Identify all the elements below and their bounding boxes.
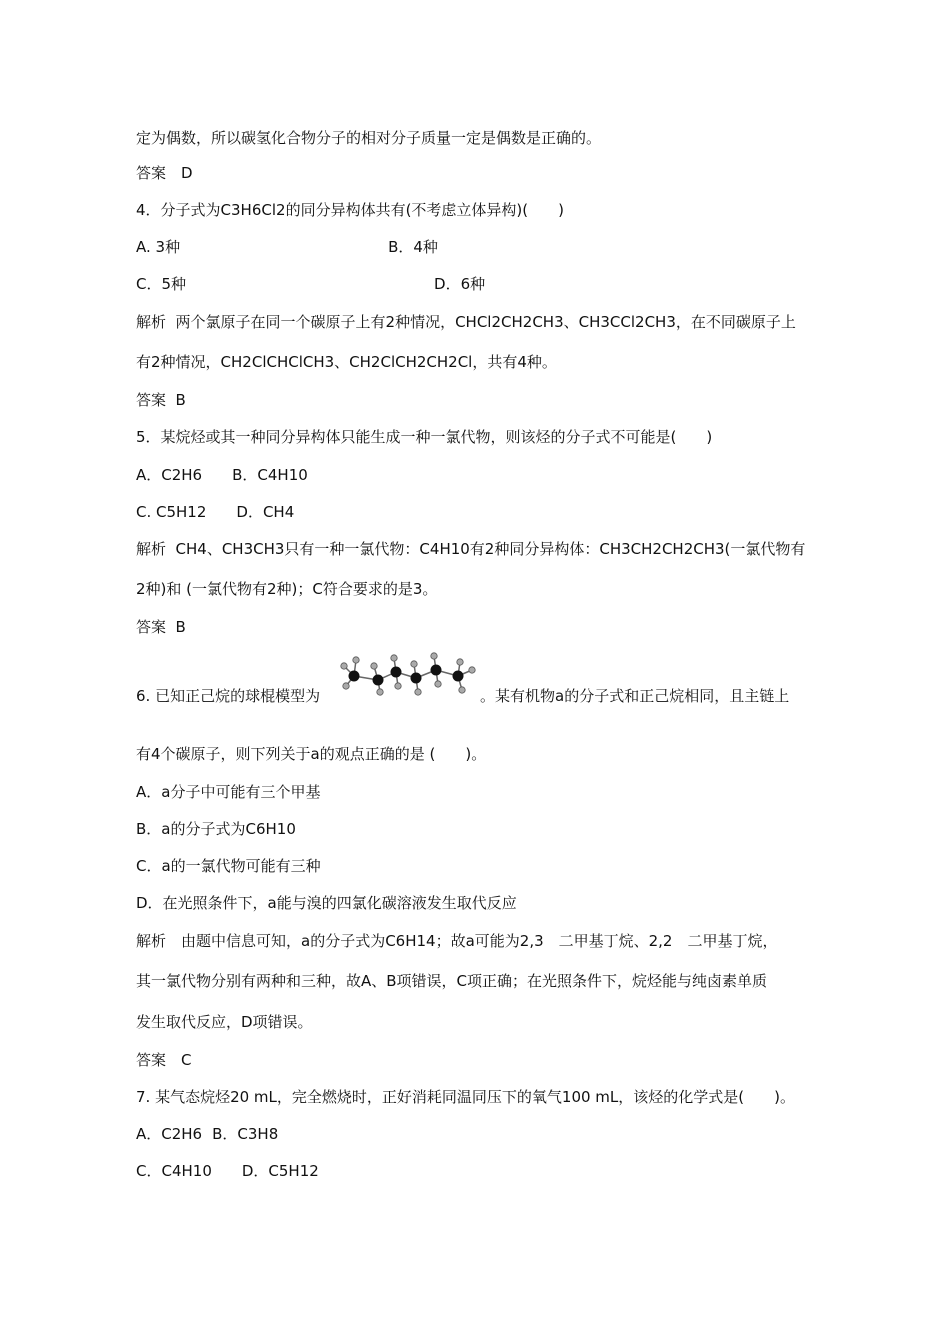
option-d: D．在光照条件下，a能与溴的四氯化碳溶液发生取代反应 (136, 894, 517, 912)
option-b: B．4种 (388, 238, 438, 256)
hexane-ball-stick-model (338, 650, 480, 698)
option-a: A．a分子中可能有三个甲基 (136, 783, 321, 801)
option-b: B．C4H10 (232, 466, 308, 484)
option-row (136, 1124, 278, 1144)
question-6-cont: 有4个碳原子，则下列关于a的观点正确的是 ( )。 (136, 745, 487, 763)
analysis-line: 解析 由题中信息可知，a的分子式为C6H14；故a可能为2,3 二甲基丁烷、2,2 二甲基丁烷， (136, 932, 778, 950)
analysis-line: 解析 CH4、CH3CH3只有一种一氯代物：C4H10有2种同分异构体：CH3CH2CH2CH3(一氯代物有 (136, 540, 806, 558)
question-5: 5．某烷烃或其一种同分异构体只能生成一种一氯代物，则该烃的分子式不可能是( ) (136, 428, 713, 446)
option-d: D．6种 (434, 275, 486, 293)
analysis-line: 2种)和 (一氯代物有2种)；C符合要求的是3。 (136, 580, 438, 598)
question-6-part2: 。某有机物a的分子式和正己烷相同，且主链上 (480, 687, 790, 705)
question-6-part1: 6. 已知正己烷的球棍模型为 (136, 687, 321, 705)
option-d: D．CH4 (236, 503, 295, 521)
answer-line: 答案 B (136, 618, 186, 636)
question-7: 7. 某气态烷烃20 mL，完全燃烧时，正好消耗同温同压下的氧气100 mL，该烃的化学式是( )。 (136, 1088, 795, 1106)
option-a: A．C2H6 (136, 466, 203, 484)
option-c: C．a的一氯代物可能有三种 (136, 857, 321, 875)
option-row (136, 502, 294, 522)
option-b: B．a的分子式为C6H10 (136, 820, 296, 838)
question-4: 4．分子式为C3H6Cl2的同分异构体共有(不考虑立体异构)( ) (136, 201, 564, 219)
option-c: C. C5H12 (136, 503, 207, 521)
option-a: A. 3种 (136, 238, 181, 256)
option-b: B．C3H8 (212, 1125, 279, 1143)
option-a: A．C2H6 (136, 1125, 203, 1143)
analysis-line: 解析 两个氯原子在同一个碳原子上有2种情况，CHCl2CH2CH3、CH3CCl2CH3，在不同碳原子上 (136, 313, 796, 331)
answer-line: 答案 B (136, 391, 186, 409)
analysis-line: 有2种情况，CH2ClCHClCH3、CH2ClCH2CH2Cl，共有4种。 (136, 353, 557, 371)
option-row (136, 237, 438, 257)
option-row (136, 1161, 319, 1181)
analysis-line: 发生取代反应，D项错误。 (136, 1013, 313, 1031)
answer-line: 答案 C (136, 1051, 192, 1069)
text-line: 定为偶数，所以碳氢化合物分子的相对分子质量一定是偶数是正确的。 (136, 129, 602, 147)
answer-line: 答案 D (136, 164, 193, 182)
option-row (136, 274, 485, 294)
option-c: C．C4H10 (136, 1162, 212, 1180)
option-row (136, 465, 308, 485)
analysis-line: 其一氯代物分别有两种和三种，故A、B项错误，C项正确；在光照条件下，烷烃能与纯卤素单质 (136, 972, 768, 990)
option-c: C．5种 (136, 275, 187, 293)
option-d: D．C5H12 (241, 1162, 319, 1180)
